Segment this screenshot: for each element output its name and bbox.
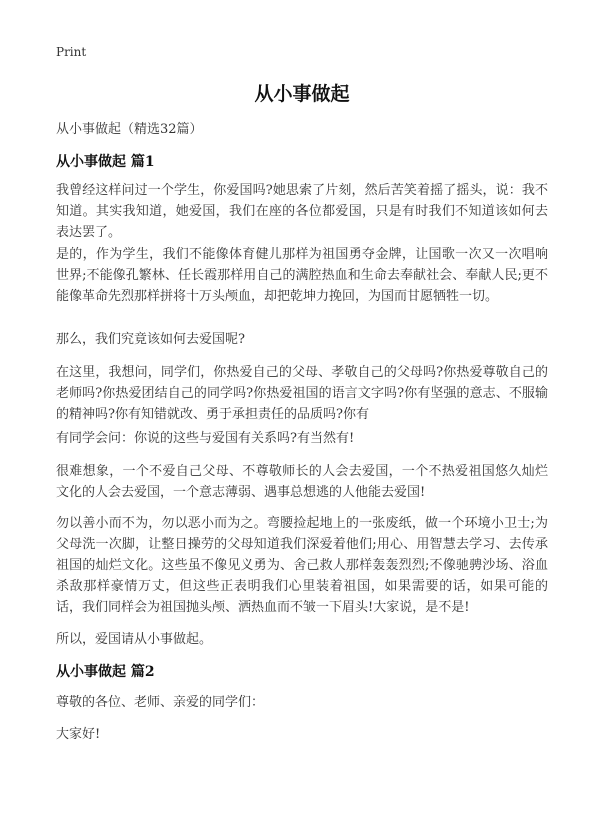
paragraph: 尊敬的各位、老师、亲爱的同学们： [56, 695, 265, 710]
paragraph: 我曾经这样问过一个学生，你爱国吗?她思索了片刻，然后苦笑着摇了摇头，说：我不知道。其实我知道，她爱国，我们在座的各位都爱国，只是有时我们不知道该如何去表达罢了。 [56, 183, 548, 240]
paragraph: 大家好! [56, 727, 101, 742]
paragraph: 有同学会问：你说的这些与爱国有关系吗?有当然有! [56, 431, 355, 446]
paragraph: 是的，作为学生，我们不能像体育健儿那样为祖国勇夺金牌，让国歌一次又一次唱响世界;不能像孔繁林、任长霞那样用自己的满腔热血和生命去奉献社会、奉献人民;更不能像革命先烈那样拼将十万头颅血，却把乾坤力挽回，为国而甘愿牺牲一切。 [56, 247, 548, 304]
print-label: Print [56, 45, 87, 59]
paragraph: 那么，我们究竟该如何去爱国呢? [56, 332, 245, 347]
page-title: 从小事做起 [254, 83, 350, 105]
section-heading-2: 从小事做起 篇2 [56, 664, 155, 680]
paragraph: 在这里，我想问，同学们，你热爱自己的父母、孝敬自己的父母吗?你热爱尊敬自己的老师吗?你热爱团结自己的同学吗?你热爱祖国的语言文字吗?你有坚强的意志、不服输的精神吗?你有知错就改、勇于承担责任的品质吗?你有 [56, 365, 548, 422]
section-heading-1: 从小事做起 篇1 [56, 154, 155, 170]
document-subtitle: 从小事做起（精选32篇） [56, 122, 203, 137]
paragraph: 很难想象，一个不爱自己父母、不尊敬师长的人会去爱国，一个不热爱祖国悠久灿烂文化的人会去爱国，一个意志薄弱、遇事总想逃的人他能去爱国! [56, 464, 548, 500]
paragraph: 所以，爱国请从小事做起。 [56, 632, 213, 647]
paragraph: 勿以善小而不为，勿以恶小而为之。弯腰捡起地上的一张废纸，做一个环境小卫士;为父母洗一次脚，让整日操劳的父母知道我们深爱着他们;用心、用智慧去学习、去传承祖国的灿烂文化。这些虽不像见义勇为、舍己救人那样轰轰烈烈;不像驰骋沙场、浴血杀敌那样豪情万丈，但这些正表明我们心里装着祖国，如果需要的话，如果可能的话，我们同样会为祖国抛头颅、洒热血而不皱一下眉头!大家说，是不是! [56, 516, 548, 615]
